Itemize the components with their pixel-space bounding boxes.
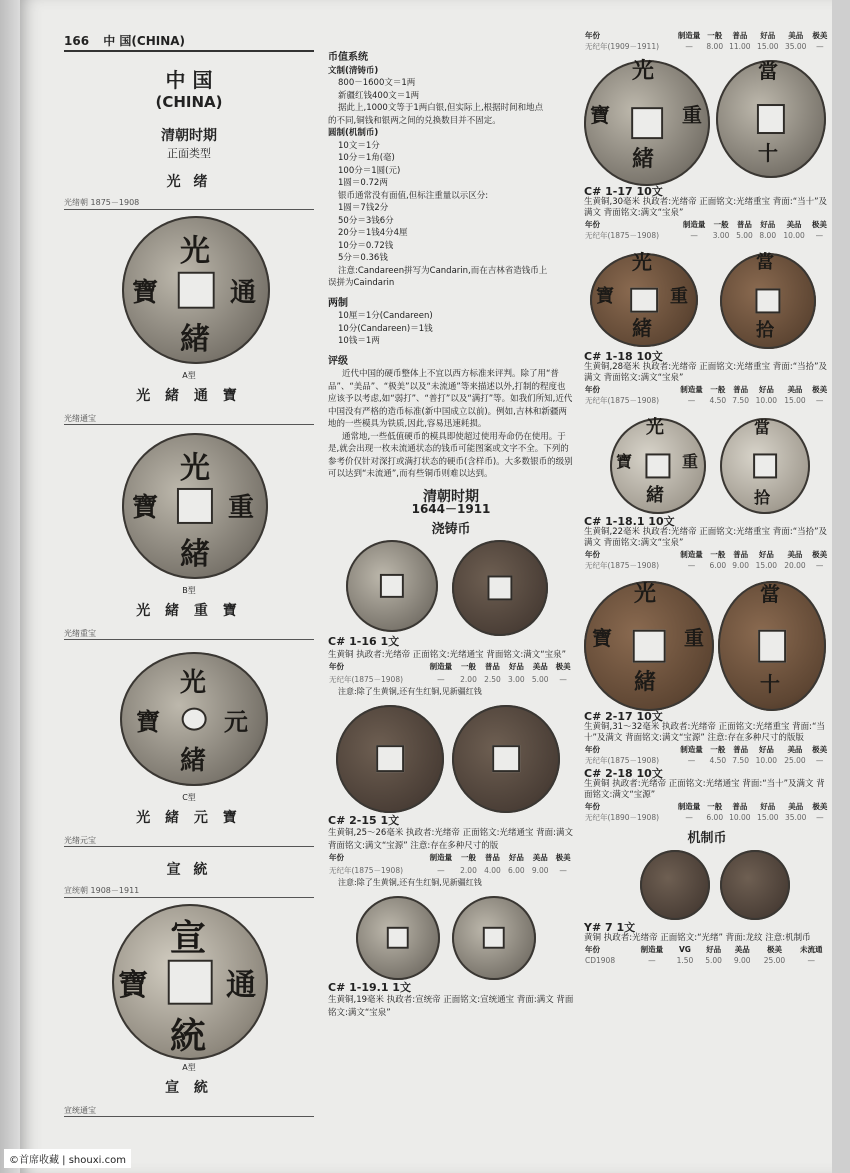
value-line: 10分＝1角(毫) [338, 153, 395, 163]
desc-y7: 黄铜 执政者:光绪帝 正面铭文:“光绪” 背面:龙纹 注意:机制币 [584, 933, 811, 943]
desc-c1-18: 生黄铜,28毫米 执政者:光绪帝 正面铭文:光绪重宝 背面:“当拾”及满文 背面铭文:满文“宝泉” [584, 362, 828, 383]
coin-a-label: 光绪通宝 [64, 413, 314, 425]
coin-c1-19-1-images [328, 890, 574, 982]
tael-line: 10厘＝1分(Candareen) [338, 311, 433, 321]
value-line: 圆制(机制币) [328, 128, 379, 138]
coin-a-type: A型 [182, 371, 196, 380]
tael-line: 10分(Candareen)＝1钱 [338, 323, 433, 334]
note-c1-16: 注意:除了生黄铜,还有生红铜,见新疆红钱 [338, 687, 482, 696]
catalog-c2-15: C# 2-15 1文 [328, 813, 400, 827]
price-table-c1-19-1: 年份 制造量 一般 普品 好品 美品 极美 无纪年(1909－1911) — 8.00 11.00 15.00 35.00 — [585, 31, 828, 51]
column-left [64, 58, 314, 1117]
coin-a-image: 光 緒 寶 通 [64, 210, 314, 368]
desc-c2-18: 生黄铜 执政者:光绪帝 正面铭文:光绪通宝 背面:“当十”及满文 背面铭文:满文“宝源” [584, 779, 825, 800]
desc-c2-17: 生黄铜,31～32毫米 执政者:光绪帝 正面铭文:光绪重宝 背面:“当十”及满文 背面铭文:满文“宝源” 注意:存在多种尺寸的版版 [584, 722, 825, 743]
value-line: 银币通常没有面值,但标注重量以示区分: [338, 190, 489, 201]
coin-b-type: B型 [182, 586, 196, 595]
catalog-c2-17: C# 2-17 10文 [584, 710, 663, 723]
era-title: 清朝时期 [161, 128, 217, 144]
heading-value-system: 币值系统 [328, 52, 368, 63]
coin-c1-16-images [328, 536, 574, 636]
coin-c-name: 光 緒 元 寶 [136, 810, 242, 826]
catalog-c1-16: C# 1-16 1文 [328, 635, 400, 648]
catalog-c1-19-1: C# 1-19.1 1文 [328, 980, 411, 994]
header-section: 中 国(CHINA) [103, 34, 186, 48]
coin-c2-17-images: 光 緒 寶 重 當 十 [584, 571, 830, 711]
tael-line: 10钱＝1两 [338, 336, 380, 346]
catalog-c1-17: C# 1-17 10文 [584, 185, 663, 198]
value-line: 100分＝1圆(元) [338, 165, 401, 176]
catalog-c1-18-1: C# 1-18.1 10文 [584, 515, 675, 528]
grading-paragraph-1: 近代中国的硬币整体上不宜以西方标准来评判。除了用“普品”、“美品”、“极美”以及“未流通”等来描述以外,打制的程度也应该予以考虑,如“弱打”、“普打”以及“满打”等。如我们所知,近代中国没有严格的造币标准(新中国成立以前)。例如,吉林和新疆两地的一些模具为铁质,因此,容易迅速耗损。 [328, 369, 573, 429]
coin-b-image: 光 緒 寶 重 [64, 425, 314, 583]
note-c2-15: 注意:除了生黄铜,还有生红铜,见新疆红钱 [338, 878, 482, 887]
value-line: 20分＝1钱4分4厘 [338, 228, 408, 238]
value-line: 50分＝3钱6分 [338, 215, 394, 226]
value-line: 误拼为Caindarin [328, 278, 395, 288]
heading-tael: 两制 [328, 297, 348, 309]
coin-b-name: 光 緒 重 寶 [136, 603, 242, 619]
coin-d-name: 宣 統 [165, 1080, 213, 1096]
value-line: 10文＝1分 [338, 140, 380, 151]
column-right [584, 30, 830, 966]
price-table-c1-17: 年份 制造量 一般 普品 好品 美品 极美 无纪年(1875－1908) — 3.00 5.00 8.00 10.00 — [585, 220, 827, 240]
price-table-c2-18: 年份 制造量 一般 普品 好品 美品 极美 无纪年(1890－1908) — 6.00 10.00 15.00 35.00 — [585, 802, 828, 822]
reign-title-xuantong: 宣 統 [166, 862, 212, 878]
coin-c2-15-images [328, 699, 574, 815]
coin-c1-18-images: 光 緒 寶 重 當 拾 [584, 241, 830, 351]
section-years: 1644－1911 [411, 502, 491, 516]
value-line: 1圆＝0.72两 [338, 178, 388, 188]
site-watermark: ©首席收藏 | shouxi.com [4, 1149, 131, 1168]
reign-label-xuantong: 宣统朝 1908－1911 [64, 885, 314, 898]
column-middle [328, 52, 574, 1019]
value-lines [328, 65, 574, 290]
value-line: 5分＝0.36钱 [338, 253, 388, 263]
coin-c-label: 光绪元宝 [64, 835, 314, 847]
value-line: 10分＝0.72钱 [338, 240, 394, 251]
desc-c2-15: 生黄铜,25～26毫米 执政者:光绪帝 正面铭文:光绪通宝 背面:满文 背面铭文:满文“宝源” 注意:存在多种尺寸的版 [328, 828, 574, 851]
coin-d-label: 宣统通宝 [64, 1105, 314, 1117]
coin-c-type: C型 [182, 793, 196, 802]
price-table-c2-15: 年份 制造量 一般 普品 好品 美品 极美 无纪年(1875－1908) — 2.00 4.00 6.00 9.00 — [329, 853, 571, 875]
value-line: 的不同,铜钱和银两之间的兑换数目并不固定。 [328, 115, 501, 126]
desc-c1-19-1: 生黄铜,19毫米 执政者:宣统帝 正面铭文:宣统通宝 背面:满文 背面铭文:满文“宝泉” [328, 995, 574, 1018]
catalog-c2-18: C# 2-18 10文 [584, 767, 663, 780]
coin-b-label: 光绪重宝 [64, 628, 314, 640]
value-line: 文制(清铸币) [328, 65, 379, 76]
heading-grading: 评级 [328, 355, 348, 367]
coin-a-name: 光 緒 通 寶 [136, 388, 242, 404]
value-line: 据此上,1000文等于1两白银,但实际上,根据时间和地点 [338, 103, 544, 113]
reign-label-guangxu: 光绪朝 1875－1908 [64, 197, 314, 210]
value-line: 新疆红钱400文＝1两 [338, 90, 420, 101]
coin-y7-images [584, 844, 830, 922]
coin-c1-17-images: 光 緒 寶 重 當 十 [584, 52, 830, 186]
page-header [64, 32, 314, 52]
price-table-c1-16: 年份 制造量 一般 普品 好品 美品 极美 无纪年(1875－1908) — 2.00 2.50 3.00 5.00 — [329, 662, 571, 684]
book-spine [0, 0, 20, 1173]
price-table-c1-18-1: 年份 制造量 一般 普品 好品 美品 极美 无纪年(1875－1908) — 6.00 9.00 15.00 20.00 — [585, 550, 828, 570]
value-line: 800－1600文＝1两 [338, 78, 416, 88]
price-table-c1-18: 年份 制造量 一般 普品 好品 美品 极美 无纪年(1875－1908) — 4.50 7.50 10.00 15.00 — [585, 385, 828, 405]
country-title-en: (CHINA) [155, 93, 223, 111]
desc-c1-18-1: 生黄铜,22毫米 执政者:光绪帝 正面铭文:光绪重宝 背面:“当拾”及满文 背面铭文:满文“宝泉” [584, 527, 828, 548]
catalog-c1-18: C# 1-18 10文 [584, 350, 663, 363]
price-table-y7: 年份 制造量 VG 好品 美品 极美 未流通 CD1908 — 1.50 5.00 9.00 25.00 — [585, 945, 823, 965]
value-line: 1圆＝7钱2分 [338, 203, 389, 213]
grading-paragraph-2: 通常地,一些低值硬币的模具即使超过使用寿命仍在使用。于是,就会出现一枚未流通状态的钱币可能图案或文字不全。下列的参考价仅针对深打或满打状态的硬币(含样币)。大多数银币的级别可以达到“未流通”,而有些铜币则难以达到。 [328, 431, 573, 479]
value-line: 注意:Candareen拼写为Candarin,而在吉林省造钱币上 [338, 265, 548, 276]
era-subtitle: 正面类型 [167, 147, 211, 160]
coin-d-type: A型 [182, 1063, 196, 1072]
catalog-y7: Y# 7 1文 [584, 921, 636, 934]
price-table-c2-17: 年份 制造量 一般 普品 好品 美品 极美 无纪年(1875－1908) — 4.50 7.50 10.00 25.00 — [585, 745, 828, 765]
section-machine-coins: 机制币 [687, 831, 727, 846]
coin-c1-18-1-images: 光 緒 寶 重 當 拾 [584, 406, 830, 516]
desc-c1-16: 生黄铜 执政者:光绪帝 正面铭文:光绪通宝 背面铭文:满文“宝泉” [328, 649, 567, 660]
coin-c-image: 光 緒 寶 元 [64, 640, 314, 790]
desc-c1-17: 生黄铜,30毫米 执政者:光绪帝 正面铭文:光绪重宝 背面:“当十”及满文 背面铭文:满文“宝泉” [584, 197, 828, 218]
section-title-qing: 清朝时期 [423, 488, 479, 505]
coin-d-image: 宣 統 寶 通 [64, 898, 314, 1060]
page-number: 166 [64, 34, 90, 48]
country-title: 中 国 [165, 68, 213, 92]
section-cast-coins: 浇铸币 [431, 521, 471, 537]
reign-title-guangxu: 光 绪 [166, 174, 212, 190]
